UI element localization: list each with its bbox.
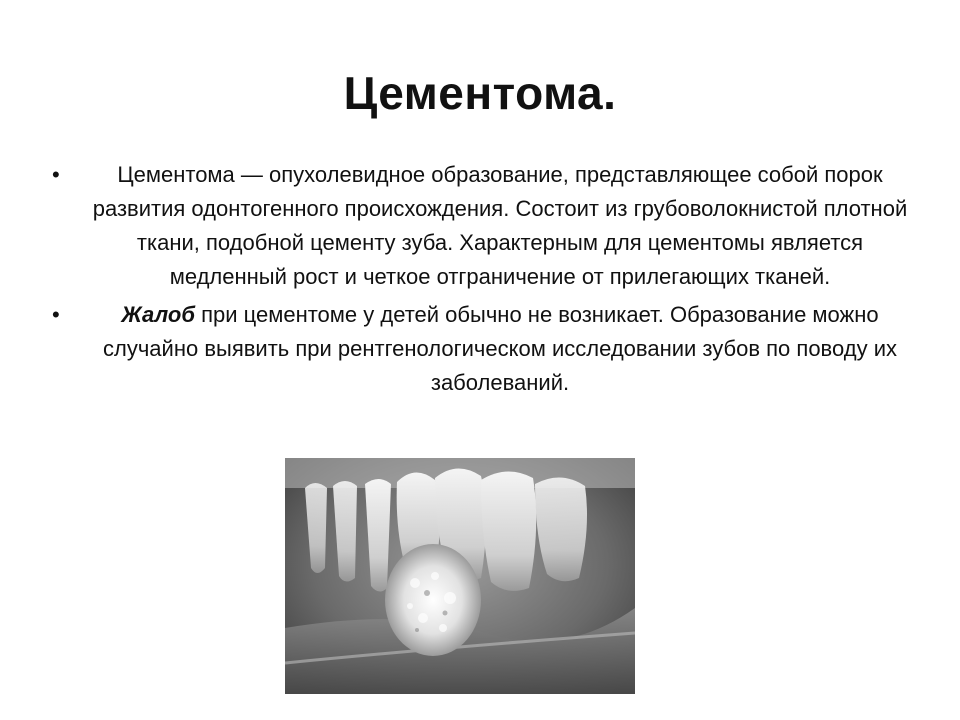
dental-xray-image [285,458,635,694]
slide-title: Цементома. [343,67,617,119]
bullet-marker: • [52,302,60,327]
bullet-item [52,158,922,294]
bullet-text: при цементоме у детей обычно не возникает. Образование можно случайно выявить при рентгенологическом исследовании зубов по поводу их заболеваний. [103,302,897,395]
bullet-term: Жалоб [121,302,195,327]
bullet-text: Цементома — опухолевидное образование, представляющее собой порок развития одонтогенного происхождения. Состоит из грубоволокнистой плотной ткани, подобной цементу зуба. Характерным для цементомы является медленный рост и четкое отграничение от прилегающих тканей. [92,162,908,289]
bullet-marker: • [52,162,60,187]
bullet-item [52,298,922,400]
bullet-list [52,158,922,404]
